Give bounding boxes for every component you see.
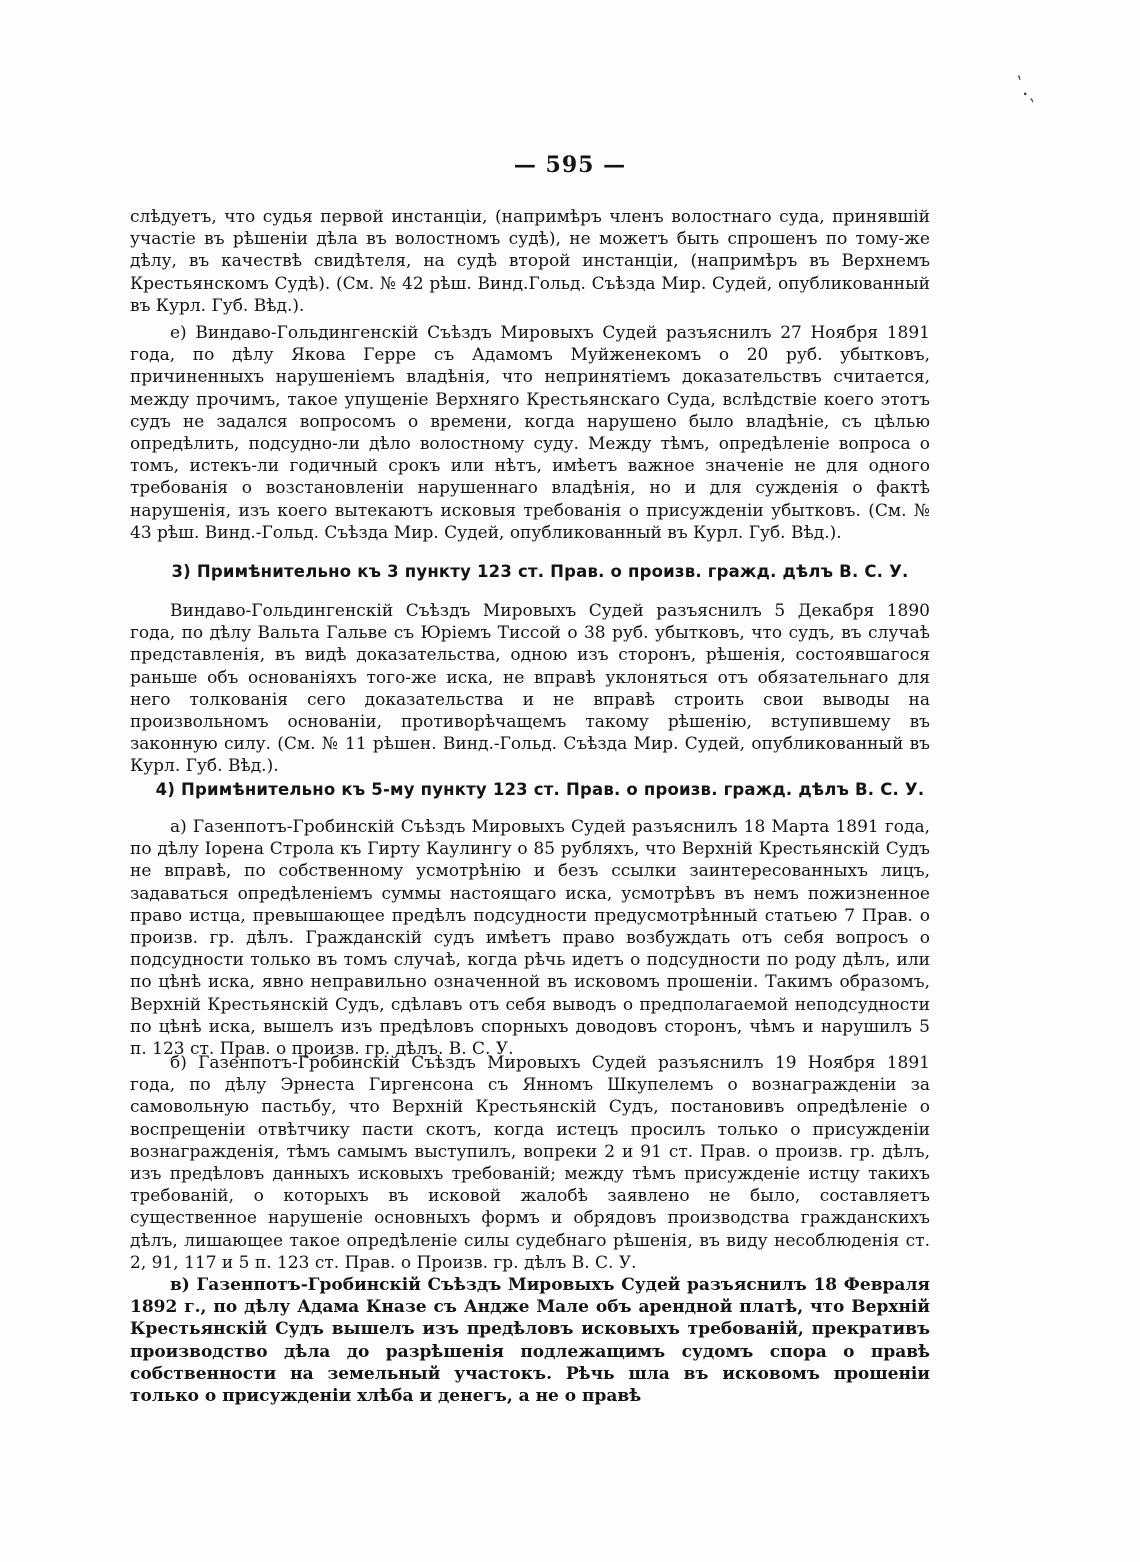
paragraph-b: б) Газенпотъ-Гробинскій Съѣздъ Мировыхъ Судей разъяснилъ 19 Ноября 1891 года, по дѣлу Эрнеста Гиргенсона съ Янномъ Шкупелемъ о вознагражденіи за самовольную пастьбу, что Верхній Крестьянскій Судъ, постановивъ опредѣленіе о воспрещеніи отвѣтчику пасти скотъ, когда истецъ просилъ только о присужденіи вознагражденія, тѣмъ самымъ выступилъ, вопреки 2 и 91 ст. Прав. о произв. гр. дѣлъ, изъ предѣловъ данныхъ исковыхъ требованій; между тѣмъ присужденіе истцу такихъ требованій, о которыхъ въ исковой жалобѣ заявлено не было, составляетъ существенное нарушеніе основныхъ формъ и обрядовъ производства гражданскихъ дѣлъ, лишающее такое опредѣленіе силы судебнаго рѣшенія, въ виду несоблюденія ст. 2, 91, 117 и 5 п. 123 ст. Прав. о Произв. гр. дѣлъ В. С. У. [130, 1053, 930, 1273]
paragraph-section-3: Виндаво-Гольдингенскій Съѣздъ Мировыхъ Судей разъяснилъ 5 Декабря 1890 года, по дѣлу Вальта Гальве съ Юріемъ Тиссой о 38 руб. убытковъ, что судъ, въ случаѣ представленія, въ видѣ доказательства, одною изъ сторонъ, рѣшенія, состоявшагося раньше объ основаніяхъ того-же иска, не вправѣ уклоняться отъ обязательнаго для него толкованія сего доказательства и не вправѣ строить свои выводы на произвольномъ основаніи, противорѣчащемъ такому рѣшенію, вступившему въ законную силу. (См. № 11 рѣшен. Винд.-Гольд. Съѣзда Мир. Судей, опубликованный въ Курл. Губ. Вѣд.). [130, 601, 930, 777]
scan-mark: ˋ.ˏ [1008, 71, 1045, 105]
paragraph-v: в) Газенпотъ-Гробинскій Съѣздъ Мировыхъ Судей разъяснилъ 18 Февраля 1892 г., по дѣлу Адама Кназе съ Андже Мале объ арендной платѣ, что Верхній Крестьянскій Судъ вышелъ изъ предѣловъ исковыхъ требованій, прекративъ производство дѣла до разрѣшенія подлежащимъ судомъ спора о правѣ собственности на земельный участокъ. Рѣчь шла въ исковомъ прошеніи только о присужденіи хлѣба и денегъ, а не о правѣ [130, 1275, 930, 1407]
page-number: — 595 — [513, 152, 627, 178]
section-heading-3: 3) Примѣнительно къ 3 пункту 123 ст. Прав. о произв. гражд. дѣлъ В. С. У. [171, 562, 909, 581]
paragraph-continuation: слѣдуетъ, что судья первой инстанціи, (напримѣръ членъ волостнаго суда, принявшій участіе въ рѣшеніи дѣла въ волостномъ судѣ), не можетъ быть спрошенъ по тому-же дѣлу, въ качествѣ свидѣтеля, на судѣ второй инстанціи, (напримѣръ въ Верхнемъ Крестьянскомъ Судѣ). (См. № 42 рѣш. Винд.Гольд. Съѣзда Мир. Судей, опубликованный въ Курл. Губ. Вѣд.). [130, 207, 930, 316]
section-heading-4: 4) Примѣнительно къ 5-му пункту 123 ст. Прав. о произв. гражд. дѣлъ В. С. У. [155, 780, 925, 799]
paragraph-e: е) Виндаво-Гольдингенскій Съѣздъ Мировыхъ Судей разъяснилъ 27 Ноября 1891 года, по дѣлу Якова Герре съ Адамомъ Муйженекомъ о 20 руб. убытковъ, причиненныхъ нарушеніемъ владѣнія, что непринятіемъ доказательствъ считается, между прочимъ, такое упущеніе Верхняго Крестьянскаго Суда, вслѣдствіе коего этотъ судъ не задался вопросомъ о времени, когда нарушено было владѣніе, съ цѣлью опредѣлить, подсудно-ли дѣло волостному суду. Между тѣмъ, опредѣленіе вопроса о томъ, истекъ-ли годичный срокъ или нѣтъ, имѣетъ важное значеніе не для одного требованія о возстановленіи нарушеннаго владѣнія, но и для сужденія о фактѣ нарушенія, изъ коего вытекаютъ исковыя требованія о присужденіи убытковъ. (См. № 43 рѣш. Винд.-Гольд. Съѣзда Мир. Судей, опубликованный въ Курл. Губ. Вѣд.). [130, 323, 930, 543]
paragraph-a: а) Газенпотъ-Гробинскій Съѣздъ Мировыхъ Судей разъяснилъ 18 Марта 1891 года, по дѣлу Іорена Строла къ Гирту Каулингу о 85 рубляхъ, что Верхній Крестьянскій Судъ не вправѣ, по собственному усмотрѣнію и безъ ссылки заинтересованныхъ лицъ, задаваться опредѣленіемъ суммы настоящаго иска, усмотрѣвъ въ немъ пожизненное право истца, превышающее предѣлъ подсудности предусмотрѣнный статьею 7 Прав. о произв. гр. дѣлъ. Гражданскій судъ имѣетъ право возбуждать отъ себя вопросъ о подсудности только въ томъ случаѣ, когда рѣчь идетъ о подсудности по роду дѣлъ, или по цѣнѣ иска, явно неправильно означенной въ исковомъ прошеніи. Такимъ образомъ, Верхній Крестьянскій Судъ, сдѣлавъ отъ себя выводъ о предполагаемой неподсудности по цѣнѣ иска, вышелъ изъ предѣловъ спорныхъ доводовъ сторонъ, чѣмъ и нарушилъ 5 п. 123 ст. Прав. о произв. гр. дѣлъ. В. С. У. [130, 817, 930, 1060]
